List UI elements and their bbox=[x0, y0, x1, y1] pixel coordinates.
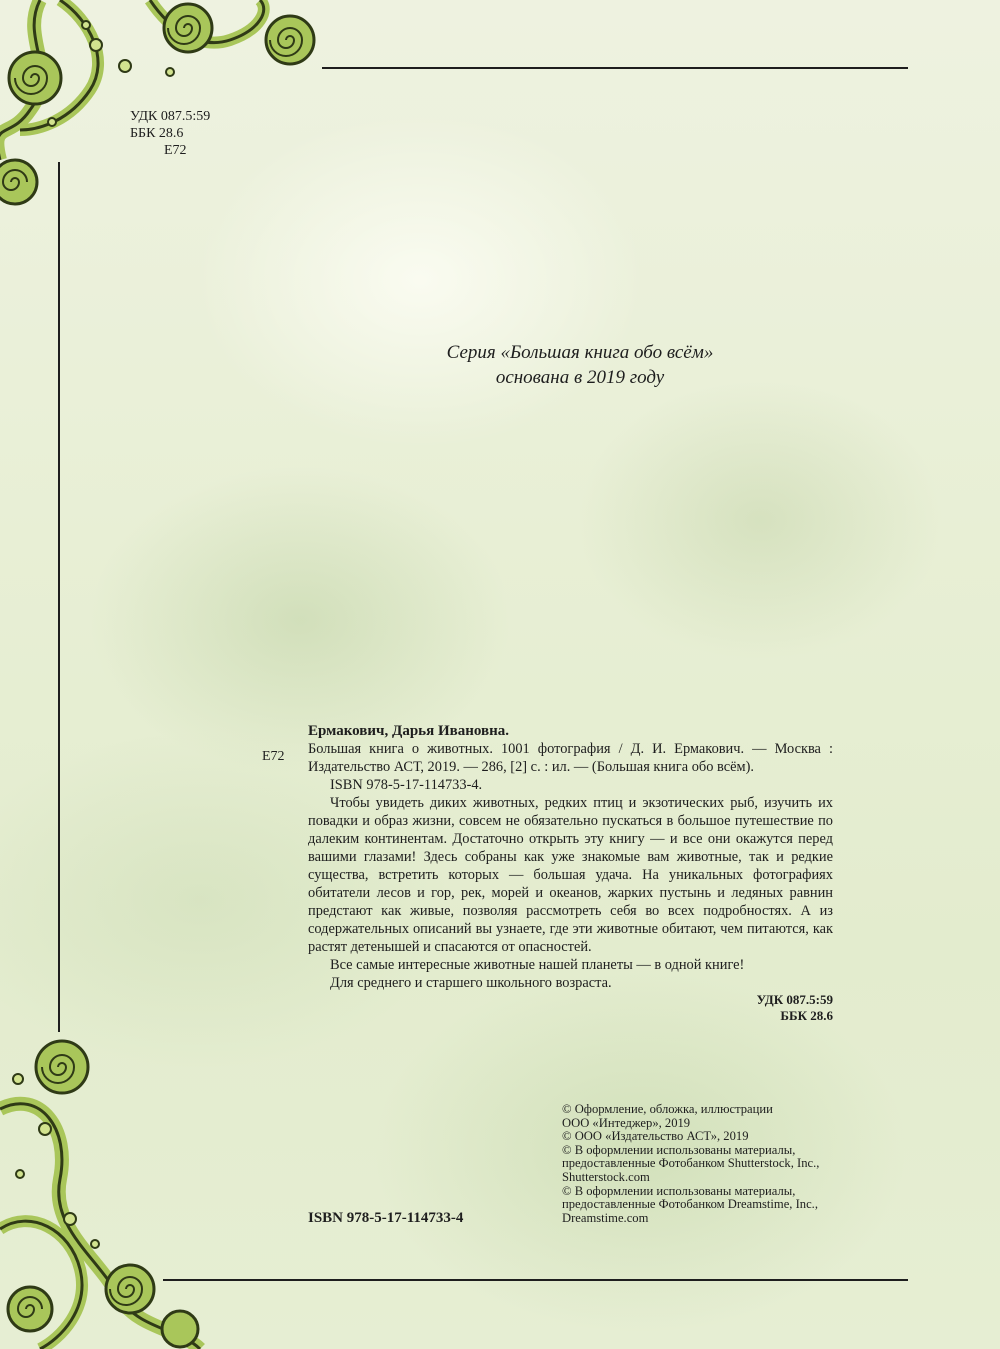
copyright-line: Dreamstime.com bbox=[562, 1210, 649, 1225]
record-audience: Для среднего и старшего школьного возраста. bbox=[330, 975, 612, 991]
bibliographic-record bbox=[308, 722, 833, 1024]
classification-codes bbox=[130, 108, 210, 159]
top-rule bbox=[322, 67, 908, 69]
author-sign: Е72 bbox=[164, 143, 187, 158]
isbn-footer: ISBN 978-5-17-114733-4 bbox=[308, 1210, 464, 1226]
series-line-2: основана в 2019 году bbox=[495, 367, 665, 388]
copyright-line: Shutterstock.com bbox=[562, 1169, 650, 1184]
record-margin-code: Е72 bbox=[262, 749, 285, 764]
series-line-1: Серия «Большая книга обо всём» bbox=[446, 342, 714, 363]
record-udk: УДК 087.5:59 bbox=[756, 992, 833, 1007]
record-bbk: ББК 28.6 bbox=[780, 1008, 833, 1023]
bottom-left-swirl-ornament bbox=[0, 1029, 220, 1349]
record-tagline: Все самые интересные животные нашей планеты — в одной книге! bbox=[330, 957, 745, 973]
copyright-line: © В оформлении использованы материалы, bbox=[562, 1183, 796, 1198]
spiral-1-icon bbox=[9, 52, 61, 104]
series-note bbox=[330, 340, 830, 390]
record-title-block: Большая книга о животных. 1001 фотография / Д. И. Ермакович. — Москва : Издательство АСТ, 2019. — 286, [2] с. : ил. — (Большая книга обо всём). bbox=[308, 741, 833, 775]
copyright-block bbox=[562, 1103, 842, 1225]
copyright-line: © Оформление, обложка, иллюстрации bbox=[562, 1102, 773, 1116]
copyright-line: © В оформлении использованы материалы, bbox=[562, 1142, 796, 1157]
bottom-rule bbox=[163, 1279, 908, 1281]
record-annotation: Чтобы увидеть диких животных, редких птиц и экзотических рыб, изучить их повадки и образ жизни, совсем не обязательно пускаться в большое путешествие по далеким континентам. Достаточно открыть эту книгу — и все они окажутся перед вашими глазами! Здесь собраны как уже знакомые вам животные, так и редкие существа, встретить которых — большая удача. На уникальных фотографиях обитатели лесов и гор, рек, морей и океанов, жарких пустынь и ледяных равнин предстают как живые, позволяя рассмотреть себя во всех подробностях. А из содержательных описаний вы узнаете, где эти животные обитают, чем питаются, как растят детенышей и спасаются от опасностей. bbox=[308, 795, 833, 955]
left-vertical-rule bbox=[58, 162, 60, 1032]
record-author: Ермакович, Дарья Ивановна. bbox=[308, 723, 509, 739]
copyright-line: предоставленные Фотобанком Shutterstock, Inc., bbox=[562, 1156, 820, 1171]
copyright-line: © ООО «Издательство АСТ», 2019 bbox=[562, 1129, 749, 1144]
copyright-line: предоставленные Фотобанком Dreamstime, Inc., bbox=[562, 1197, 818, 1212]
udk-code: УДК 087.5:59 bbox=[130, 109, 211, 124]
copyright-line: ООО «Интеджер», 2019 bbox=[562, 1115, 691, 1130]
record-isbn: ISBN 978-5-17-114733-4. bbox=[330, 777, 483, 793]
bbk-code: ББК 28.6 bbox=[130, 126, 184, 141]
